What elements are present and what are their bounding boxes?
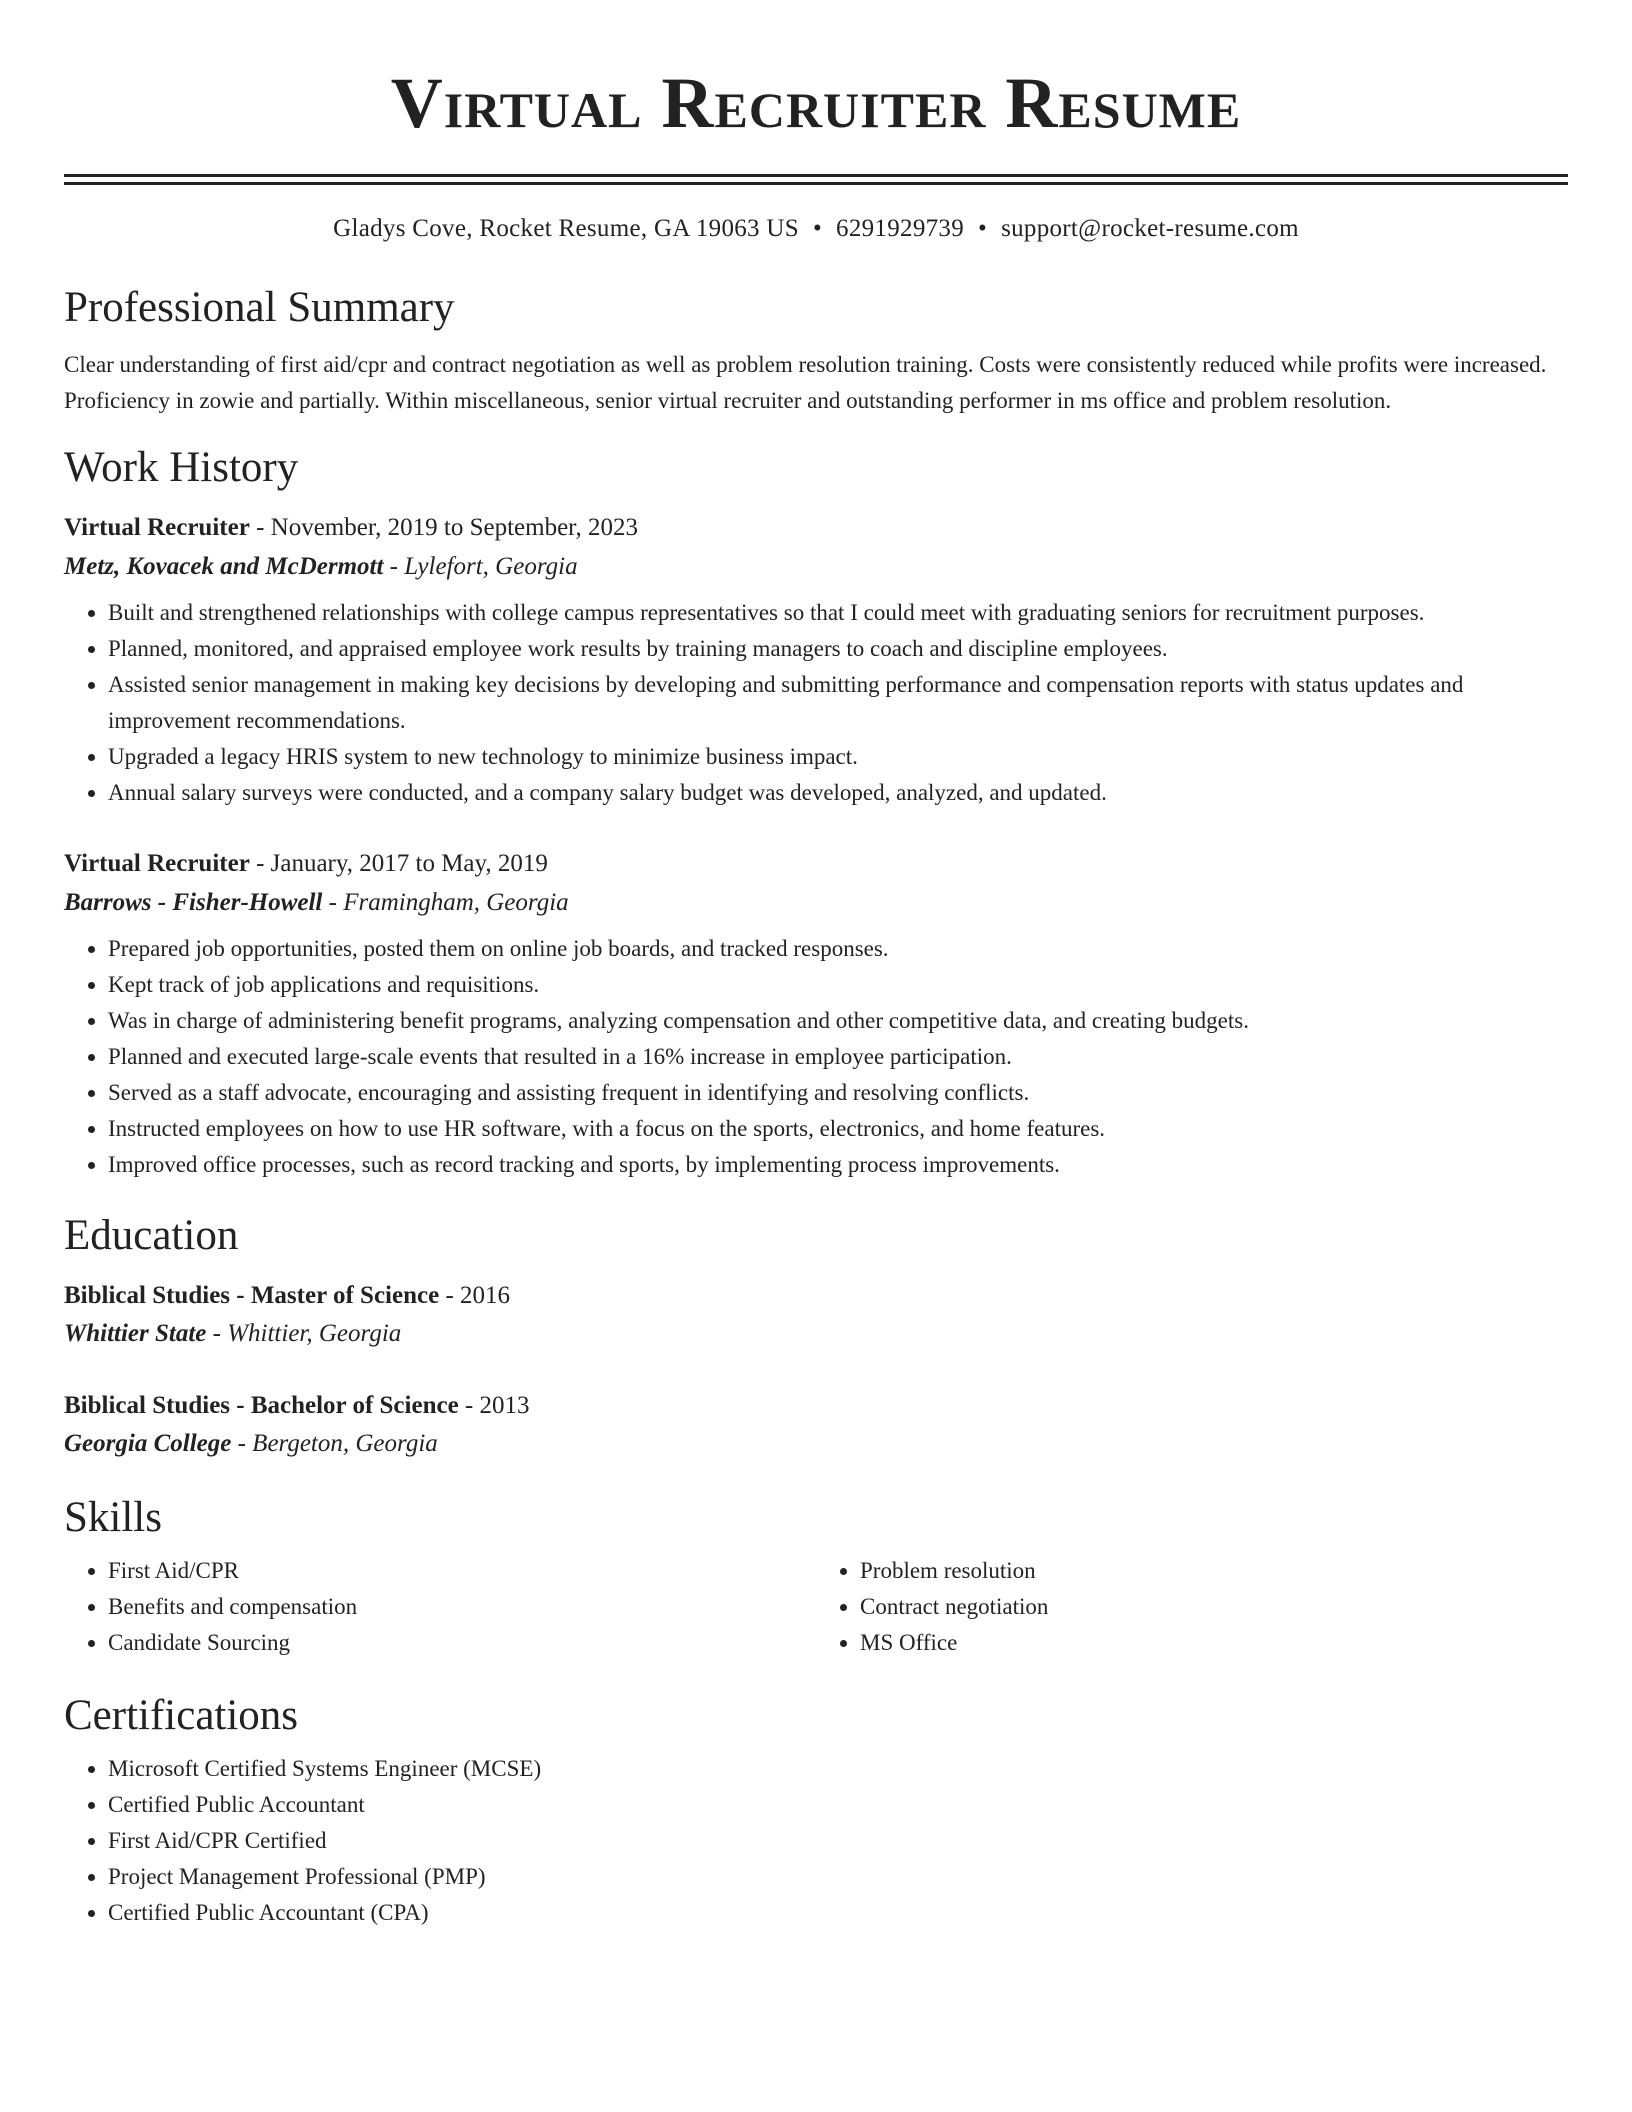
resume-title: Virtual Recruiter Resume xyxy=(390,63,1242,143)
job-dates: - November, 2019 to September, 2023 xyxy=(249,514,639,541)
list-item: • Kept track of job applications and requisitions. xyxy=(108,967,1568,1003)
list-item: • Served as a staff advocate, encouraging and assisting frequent in identifying and resolving conflicts. xyxy=(108,1075,1568,1111)
work-history-heading: Work History xyxy=(64,444,299,491)
list-item: • Annual salary surveys were conducted, and a company salary budget was developed, analyzed, and updated. xyxy=(108,775,1568,811)
list-item: • Planned, monitored, and appraised employee work results by training managers to coach and discipline employees. xyxy=(108,631,1568,667)
education-school: Whittier State xyxy=(64,1320,207,1347)
job-company-line xyxy=(64,883,1568,923)
skills-grid xyxy=(64,1553,1568,1661)
skill-item: • MS Office xyxy=(860,1625,1568,1661)
skills-left-column xyxy=(64,1553,816,1661)
education-heading: Education xyxy=(64,1212,239,1259)
list-item: • Instructed employees on how to use HR software, with a focus on the sports, electronics, and home features. xyxy=(108,1111,1568,1147)
skill-item: • First Aid/CPR xyxy=(108,1553,816,1589)
certification-item: • First Aid/CPR Certified xyxy=(108,1823,1568,1859)
education-entry xyxy=(64,1387,1568,1463)
list-item: • Built and strengthened relationships with college campus representatives so that I could meet with graduating seniors for recruitment purposes. xyxy=(108,595,1568,631)
job-company: Barrows - Fisher-Howell xyxy=(64,889,323,916)
job-company: Metz, Kovacek and McDermott xyxy=(64,553,384,580)
job-location: - Framingham, Georgia xyxy=(322,889,569,916)
skill-item: • Problem resolution xyxy=(860,1553,1568,1589)
education-location: - Bergeton, Georgia xyxy=(231,1430,438,1457)
job-entry xyxy=(64,509,1568,811)
skill-item: • Contract negotiation xyxy=(860,1589,1568,1625)
job-entry xyxy=(64,845,1568,1183)
education-degree-line xyxy=(64,1277,1568,1315)
contact-phone: 6291929739 xyxy=(836,215,965,242)
skills-heading: Skills xyxy=(64,1494,162,1541)
certification-item: • Certified Public Accountant xyxy=(108,1787,1568,1823)
job-title: Virtual Recruiter xyxy=(64,850,250,877)
list-item: • Improved office processes, such as record tracking and sports, by implementing process improvements. xyxy=(108,1147,1568,1183)
summary-heading: Professional Summary xyxy=(64,284,455,331)
job-title-line xyxy=(64,845,1568,883)
certification-item: • Certified Public Accountant (CPA) xyxy=(108,1895,1568,1931)
education-degree-line xyxy=(64,1387,1568,1425)
job-bullets xyxy=(64,595,1568,811)
certification-item: • Project Management Professional (PMP) xyxy=(108,1859,1568,1895)
list-item: • Assisted senior management in making key decisions by developing and submitting performance and compensation reports with status updates and improvement recommendations. xyxy=(108,667,1568,739)
certifications-heading: Certifications xyxy=(64,1692,299,1739)
summary-text: Clear understanding of first aid/cpr and contract negotiation as well as problem resolution training. Costs were consistently reduced while profits were increased. Proficiency in zowie and partially. Within miscellaneous, senior virtual recruiter and outstanding performer in ms office and problem resolution. xyxy=(64,352,1547,413)
list-item: • Planned and executed large-scale events that resulted in a 16% increase in employee participation. xyxy=(108,1039,1568,1075)
education-degree: Biblical Studies - Bachelor of Science xyxy=(64,1392,459,1419)
skill-item: • Benefits and compensation xyxy=(108,1589,816,1625)
job-title-line xyxy=(64,509,1568,547)
contact-address: Gladys Cove, Rocket Resume, GA 19063 US xyxy=(333,215,799,242)
contact-email: support@rocket-resume.com xyxy=(1001,215,1299,242)
skills-right-column xyxy=(816,1553,1568,1661)
list-item: • Upgraded a legacy HRIS system to new technology to minimize business impact. xyxy=(108,739,1568,775)
education-location: - Whittier, Georgia xyxy=(206,1320,402,1347)
education-school-line xyxy=(64,1315,1568,1353)
contact-separator: • xyxy=(812,215,823,242)
list-item: • Was in charge of administering benefit programs, analyzing compensation and other competitive data, and creating budgets. xyxy=(108,1003,1568,1039)
education-entry xyxy=(64,1277,1568,1353)
job-dates: - January, 2017 to May, 2019 xyxy=(249,850,548,877)
certification-item: • Microsoft Certified Systems Engineer (MCSE) xyxy=(108,1751,1568,1787)
education-school: Georgia College xyxy=(64,1430,232,1457)
certifications-list xyxy=(64,1751,1568,1931)
list-item: • Prepared job opportunities, posted them on online job boards, and tracked responses. xyxy=(108,931,1568,967)
job-bullets xyxy=(64,931,1568,1183)
education-year: - 2016 xyxy=(439,1282,511,1309)
education-degree: Biblical Studies - Master of Science xyxy=(64,1282,440,1309)
skill-item: • Candidate Sourcing xyxy=(108,1625,816,1661)
job-location: - Lylefort, Georgia xyxy=(383,553,578,580)
job-title: Virtual Recruiter xyxy=(64,514,250,541)
title-double-rule xyxy=(64,174,1568,185)
education-year: - 2013 xyxy=(458,1392,530,1419)
contact-line xyxy=(64,213,1568,245)
contact-separator: • xyxy=(978,215,988,242)
education-school-line xyxy=(64,1425,1568,1463)
job-company-line xyxy=(64,547,1568,587)
